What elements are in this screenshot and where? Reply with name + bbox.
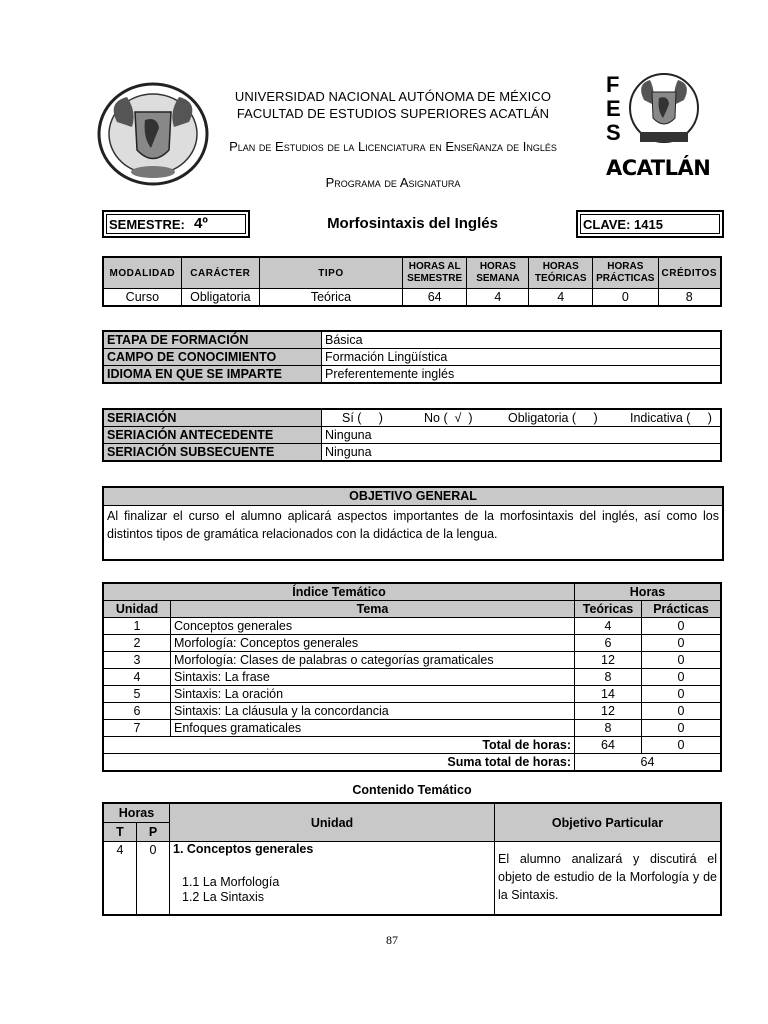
contenido-sub1: 1.1 La Morfología [182, 875, 280, 889]
fes-letter-f: F [606, 72, 620, 97]
indice-suma-value: 64 [575, 754, 722, 772]
info-values-row [103, 289, 721, 307]
antecedente-label: SERIACIÓN ANTECEDENTE [103, 427, 322, 444]
info-value-cell: 64 [402, 289, 466, 307]
contenido-objetivo-text: El alumno analizará y discutirá el objeto de estudio de la Morfología y de la Sintaxis. [498, 852, 717, 902]
contenido-sub2: 1.2 La Sintaxis [182, 890, 264, 904]
info-value-cell: 4 [467, 289, 529, 307]
contenido-unit-title: 1. Conceptos generales [173, 842, 314, 856]
table-row [103, 842, 721, 916]
seriacion-row [103, 409, 721, 427]
objetivo-title: OBJETIVO GENERAL [104, 488, 722, 506]
info-header-cell: HORAS PRÁCTICAS [593, 257, 658, 289]
indice-practicas-cell: 0 [642, 635, 722, 652]
indice-unidad-cell: 1 [103, 618, 171, 635]
indice-total-label: Total de horas: [103, 737, 575, 754]
indice-tema-cell: Enfoques gramaticales [171, 720, 575, 737]
etapa-table [102, 330, 722, 384]
table-row [103, 703, 721, 720]
fes-acatlan-text: ACATLÁN [606, 156, 711, 180]
semester-label: SEMESTRE: [109, 217, 185, 232]
indice-practicas-cell: 0 [642, 703, 722, 720]
table-row [103, 669, 721, 686]
info-header-cell: CRÉDITOS [658, 257, 721, 289]
info-value-cell: Obligatoria [181, 289, 259, 307]
indice-unidad-cell: 5 [103, 686, 171, 703]
info-value-cell: 0 [593, 289, 658, 307]
indice-teoricas-cell: 14 [575, 686, 642, 703]
semester-value: 4º [194, 215, 208, 232]
indice-unidad-cell: 3 [103, 652, 171, 669]
contenido-table [102, 802, 722, 916]
subsecuente-label: SERIACIÓN SUBSECUENTE [103, 444, 322, 462]
indice-tema-cell: Morfología: Conceptos generales [171, 635, 575, 652]
indice-tema-cell: Sintaxis: La frase [171, 669, 575, 686]
subsecuente-row [103, 444, 721, 462]
indice-tema-cell: Morfología: Clases de palabras o categorías gramaticales [171, 652, 575, 669]
campo-label: CAMPO DE CONOCIMIENTO [103, 349, 322, 366]
seriacion-option-si: Sí ( ) [342, 411, 383, 425]
indice-tema-cell: Sintaxis: La cláusula y la concordancia [171, 703, 575, 720]
indice-title: Índice Temático [103, 583, 575, 601]
indice-practicas-cell: 0 [642, 669, 722, 686]
objetivo-text: Al finalizar el curso el alumno aplicará aspectos importantes de la morfosintaxis del inglés, así como los distintos tipos de gramática relacionados con la didáctica de la lengua. [107, 509, 719, 541]
indice-title-row [103, 583, 721, 601]
table-row [103, 720, 721, 737]
table-row [103, 652, 721, 669]
contenido-objetivo-cell [495, 842, 722, 916]
objetivo-box [102, 486, 724, 561]
idioma-row [103, 366, 721, 384]
antecedente-value: Ninguna [322, 427, 722, 444]
university-name: UNIVERSIDAD NACIONAL AUTÓNOMA DE MÉXICO [234, 89, 552, 104]
contenido-t-cell: 4 [103, 842, 137, 916]
program-title: Programa de Asignatura [325, 175, 461, 190]
indice-header-row [103, 601, 721, 618]
indice-tema-cell: Sintaxis: La oración [171, 686, 575, 703]
info-value-cell: Teórica [259, 289, 402, 307]
info-header-cell: HORAS TEÓRICAS [529, 257, 593, 289]
info-value-cell: Curso [103, 289, 181, 307]
idioma-value: Preferentemente inglés [322, 366, 722, 384]
unam-seal-logo [97, 82, 209, 187]
indice-teoricas-cell: 8 [575, 720, 642, 737]
contenido-title: Contenido Temático [352, 783, 472, 797]
contenido-horas-header: Horas [103, 803, 170, 823]
indice-unidad-cell: 7 [103, 720, 171, 737]
indice-suma-row [103, 754, 721, 772]
campo-value: Formación Lingüística [322, 349, 722, 366]
info-header-cell: MODALIDAD [103, 257, 181, 289]
seriacion-option-indicativa: Indicativa ( ) [630, 411, 712, 425]
seriacion-option-no: No ( √ ) [424, 411, 473, 425]
indice-horas-header: Horas [575, 583, 722, 601]
info-value-cell: 8 [658, 289, 721, 307]
indice-teoricas-cell: 12 [575, 652, 642, 669]
idioma-label: IDIOMA EN QUE SE IMPARTE [103, 366, 322, 384]
indice-teoricas-cell: 6 [575, 635, 642, 652]
indice-practicas-cell: 0 [642, 720, 722, 737]
indice-table [102, 582, 722, 772]
indice-unidad-cell: 4 [103, 669, 171, 686]
indice-practicas-cell: 0 [642, 618, 722, 635]
contenido-p-header: P [137, 823, 170, 842]
seriacion-table [102, 408, 722, 462]
indice-teoricas-cell: 12 [575, 703, 642, 720]
campo-row [103, 349, 721, 366]
etapa-row [103, 331, 721, 349]
info-header-cell: CARÁCTER [181, 257, 259, 289]
indice-tema-cell: Conceptos generales [171, 618, 575, 635]
contenido-header-row [103, 803, 721, 823]
antecedente-row [103, 427, 721, 444]
fes-letter-e: E [606, 96, 621, 121]
table-row [103, 635, 721, 652]
contenido-t-header: T [103, 823, 137, 842]
table-row [103, 618, 721, 635]
contenido-unidad-header: Unidad [170, 803, 495, 842]
course-title: Morfosintaxis del Inglés [327, 215, 498, 232]
faculty-name: FACULTAD DE ESTUDIOS SUPERIORES ACATLÁN [236, 106, 550, 121]
info-header-row [103, 257, 721, 289]
clave-box [576, 210, 724, 238]
indice-practicas-cell: 0 [642, 686, 722, 703]
table-row [103, 686, 721, 703]
plan-title: Plan de Estudios de la Licenciatura en Enseñanza de Inglés [229, 139, 557, 154]
clave-label: CLAVE: [583, 217, 631, 232]
contenido-p-cell: 0 [137, 842, 170, 916]
indice-unidad-cell: 2 [103, 635, 171, 652]
etapa-value: Básica [322, 331, 722, 349]
info-value-cell: 4 [529, 289, 593, 307]
page-number: 87 [386, 933, 398, 947]
subsecuente-value: Ninguna [322, 444, 722, 462]
clave-value: 1415 [634, 217, 663, 232]
seriacion-option-obligatoria: Obligatoria ( ) [508, 411, 598, 425]
indice-total-teoricas: 64 [575, 737, 642, 754]
indice-teoricas-cell: 4 [575, 618, 642, 635]
info-header-cell: TIPO [259, 257, 402, 289]
indice-practicas-header: Prácticas [642, 601, 722, 618]
fes-seal-icon [628, 72, 700, 148]
indice-teoricas-cell: 8 [575, 669, 642, 686]
indice-practicas-cell: 0 [642, 652, 722, 669]
contenido-unidad-cell [170, 842, 495, 916]
indice-total-row [103, 737, 721, 754]
fes-letter-s: S [606, 120, 621, 145]
seriacion-label: SERIACIÓN [103, 409, 322, 427]
fes-acatlan-logo [604, 72, 711, 182]
contenido-objetivo-header: Objetivo Particular [495, 803, 722, 842]
indice-unidad-cell: 6 [103, 703, 171, 720]
semester-box [102, 210, 250, 238]
info-header-cell: HORAS AL SEMESTRE [402, 257, 466, 289]
info-header-cell: HORAS SEMANA [467, 257, 529, 289]
indice-total-practicas: 0 [642, 737, 722, 754]
seriacion-options [322, 409, 722, 427]
etapa-label: ETAPA DE FORMACIÓN [103, 331, 322, 349]
indice-teoricas-header: Teóricas [575, 601, 642, 618]
course-info-table [102, 256, 722, 307]
indice-suma-label: Suma total de horas: [103, 754, 575, 772]
indice-tema-header: Tema [171, 601, 575, 618]
indice-unidad-header: Unidad [103, 601, 171, 618]
